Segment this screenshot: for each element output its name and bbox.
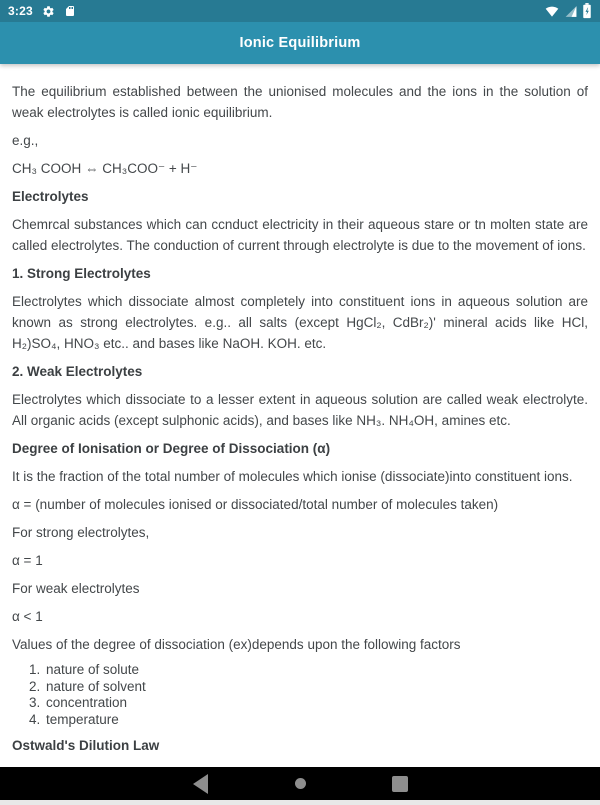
status-bar-left: [8, 4, 76, 18]
chemical-equation: CH₃ COOH ⇔ CH₃COO⁻ + H⁻: [12, 161, 198, 176]
paragraph: α < 1: [12, 609, 43, 624]
page-title: Ionic Equilibrium: [239, 35, 361, 51]
home-icon: [295, 778, 306, 789]
paragraph: Values of the degree of dissociation (ex)depends upon the following factors: [12, 637, 461, 652]
section-heading: 2. Weak Electrolytes: [12, 364, 143, 379]
battery-icon: [582, 3, 592, 19]
lesson-content[interactable]: [0, 64, 600, 767]
home-button[interactable]: [278, 767, 322, 800]
paragraph: For weak electrolytes: [12, 581, 140, 596]
clock: 3:23: [8, 4, 33, 18]
android-nav-bar: [0, 767, 600, 800]
paragraph: e.g.,: [12, 133, 39, 148]
back-button[interactable]: [178, 767, 222, 800]
sd-card-icon: [64, 4, 76, 18]
paragraph: α = 1: [12, 553, 43, 568]
signal-icon: [564, 5, 578, 18]
settings-gear-icon: [42, 5, 55, 18]
list-item: 3. concentration: [44, 695, 588, 712]
wifi-icon: [544, 5, 560, 18]
paragraph: Chemrcal substances which can ccnduct electricity in their aqueous stare or tn molten state are called electrolytes. The conduction of current through electrolyte is due to the movement of ions.: [12, 217, 588, 253]
section-heading: Ostwald's Dilution Law: [12, 738, 160, 753]
list-item: 2. nature of solvent: [44, 679, 588, 696]
status-bar: [0, 0, 600, 22]
paragraph: For strong electrolytes,: [12, 525, 150, 540]
app-bar: [0, 22, 600, 64]
list-item: 4. temperature: [44, 712, 588, 729]
section-heading: Electrolytes: [12, 189, 89, 204]
section-heading: 1. Strong Electrolytes: [12, 266, 151, 281]
list-item: 1. nature of solute: [44, 662, 588, 679]
status-bar-right: [544, 3, 592, 19]
dissociation-factors-list: [12, 662, 588, 728]
paragraph: Electrolytes which dissociate to a lesser extent in aqueous solution are called weak electrolyte. All organic acids (except sulphonic acids), and bases like NH₃. NH₄OH, amines etc.: [12, 392, 588, 428]
section-heading: Degree of Ionisation or Degree of Dissociation (α): [12, 441, 331, 456]
back-icon: [193, 774, 208, 794]
paragraph: The equilibrium established between the unionised molecules and the ions in the solution of weak electrolytes is called ionic equilibrium.: [12, 84, 588, 120]
paragraph: α = (number of molecules ionised or dissociated/total number of molecules taken): [12, 497, 499, 512]
recents-icon: [392, 776, 408, 792]
paragraph: It is the fraction of the total number of molecules which ionise (dissociate)into constituent ions.: [12, 469, 573, 484]
recents-button[interactable]: [378, 767, 422, 800]
paragraph: Electrolytes which dissociate almost completely into constituent ions in aqueous solution are known as strong electrolytes. e.g.. all salts (except HgCl₂, CdBr₂)' mineral acids like HCl, H₂)SO₄, HNO₃ etc.. and bases like NaOH. KOH. etc.: [12, 294, 588, 351]
